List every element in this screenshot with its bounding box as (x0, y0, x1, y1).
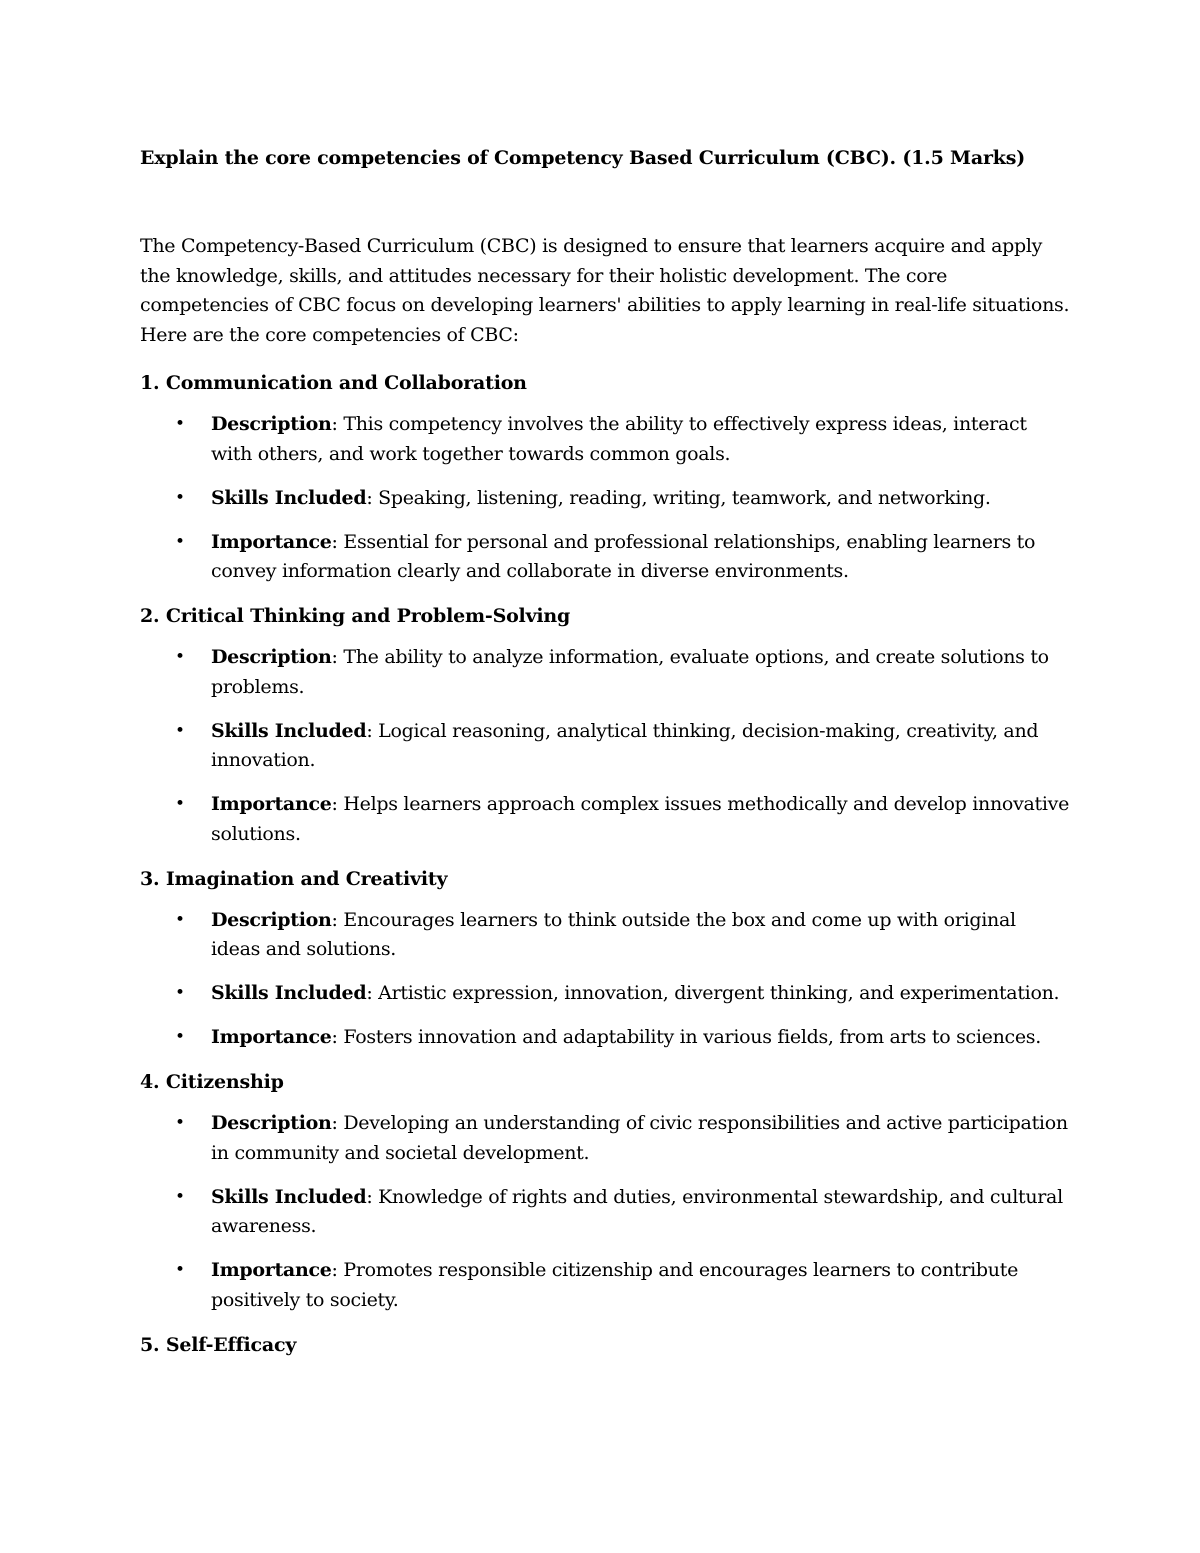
bullet-icon: • (175, 909, 185, 930)
competency-sections (140, 368, 1070, 1360)
point-term: Skills Included (211, 1185, 367, 1208)
bullet-icon: • (175, 531, 185, 552)
point-term: Skills Included (211, 486, 367, 509)
point-text: : Artistic expression, innovation, divergent thinking, and experimentation. (366, 982, 1060, 1004)
point-list (140, 643, 1070, 849)
point-term: Importance (211, 1259, 332, 1281)
bullet-icon: • (175, 647, 185, 667)
list-item (140, 1023, 1070, 1053)
point-term: Importance (211, 793, 332, 815)
point-text: : Encourages learners to think outside the box and come up with original ideas and solutions. (211, 908, 1016, 960)
list-item (140, 1109, 1070, 1168)
point-term: Description (211, 1112, 332, 1134)
bullet-icon: • (175, 720, 185, 741)
list-item (140, 528, 1070, 587)
list-item (140, 906, 1070, 965)
point-term: Importance (211, 530, 332, 553)
point-term: Description (211, 908, 332, 931)
point-text: : Promotes responsible citizenship and encourages learners to contribute positively to society. (211, 1259, 1019, 1311)
point-list (140, 410, 1070, 587)
section-heading: 2. Critical Thinking and Problem-Solving (140, 605, 571, 627)
point-text: : Essential for personal and professional relationships, enabling learners to convey information clearly and collaborate in diverse environments. (211, 530, 1036, 582)
list-item (140, 790, 1070, 849)
point-term: Skills Included (211, 982, 367, 1004)
point-term: Importance (211, 1026, 332, 1048)
section-heading: 1. Communication and Collaboration (140, 372, 527, 394)
section-heading: 4. Citizenship (140, 1071, 284, 1093)
bullet-icon: • (175, 983, 185, 1003)
point-term: Description (211, 646, 332, 668)
bullet-icon: • (175, 794, 185, 814)
point-text: : The ability to analyze information, evaluate options, and create solutions to problems. (211, 646, 1049, 698)
point-text: : Speaking, listening, reading, writing, teamwork, and networking. (366, 486, 991, 509)
bullet-icon: • (175, 414, 185, 434)
bullet-icon: • (175, 1260, 185, 1280)
list-item (140, 1256, 1070, 1315)
competency-section (140, 864, 1070, 1053)
competency-section (140, 1330, 1070, 1360)
list-item (140, 1183, 1070, 1242)
document-page (140, 143, 1070, 1372)
competency-section (140, 368, 1070, 587)
point-text: : Developing an understanding of civic responsibilities and active participation in community and societal development. (211, 1112, 1068, 1164)
section-heading: 5. Self-Efficacy (140, 1333, 297, 1356)
point-list (140, 1109, 1070, 1315)
point-term: Description (211, 413, 332, 435)
point-text: : Logical reasoning, analytical thinking, decision-making, creativity, and innovation. (211, 719, 1039, 771)
point-list (140, 906, 1070, 1053)
bullet-icon: • (175, 1027, 185, 1047)
bullet-icon: • (175, 1113, 185, 1133)
intro-paragraph: The Competency-Based Curriculum (CBC) is designed to ensure that learners acquire and apply the knowledge, skills, and attitudes necessary for their holistic development. The core competencies of CBC focus on developing learners' abilities to apply learning in real-life situations. Here are the core competencies of CBC: (140, 235, 1070, 346)
bullet-icon: • (175, 487, 185, 508)
competency-section (140, 1067, 1070, 1315)
point-text: : Knowledge of rights and duties, environmental stewardship, and cultural awareness. (211, 1185, 1063, 1237)
list-item (140, 717, 1070, 776)
document-title: Explain the core competencies of Competency Based Curriculum (CBC). (1.5 Marks) (140, 147, 1026, 169)
competency-section (140, 601, 1070, 849)
list-item (140, 484, 1070, 514)
section-heading: 3. Imagination and Creativity (140, 867, 448, 890)
list-item (140, 643, 1070, 702)
list-item (140, 410, 1070, 469)
point-text: : This competency involves the ability to effectively express ideas, interact with others, and work together towards common goals. (211, 413, 1027, 465)
point-text: : Helps learners approach complex issues methodically and develop innovative solutions. (211, 793, 1070, 845)
point-text: : Fosters innovation and adaptability in various fields, from arts to sciences. (331, 1026, 1041, 1048)
bullet-icon: • (175, 1186, 185, 1207)
list-item (140, 979, 1070, 1009)
point-term: Skills Included (211, 719, 367, 742)
